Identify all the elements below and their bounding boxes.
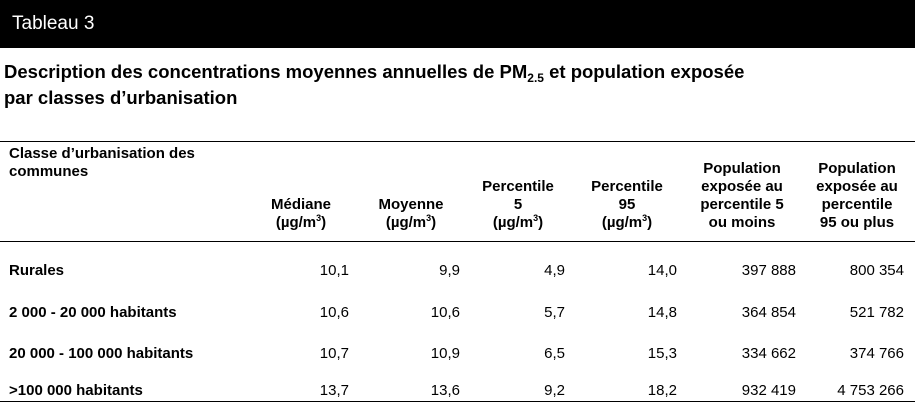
column-header-line: 5	[513, 196, 523, 213]
column-header-class-line2: communes	[9, 163, 89, 180]
column-header-unit	[463, 214, 573, 232]
column-header-line: Moyenne	[378, 196, 444, 213]
table-cell: 4 753 266	[837, 382, 904, 399]
column-header-line: Médiane	[270, 196, 331, 213]
table-cell: 10,6	[430, 304, 460, 321]
row-label: 2 000 - 20 000 habitants	[9, 304, 177, 321]
column-header-line: exposée au	[816, 178, 898, 195]
column-header-line: Percentile	[591, 178, 663, 195]
column-header-line: Population	[818, 160, 896, 177]
column-header-line: percentile 5	[700, 196, 784, 213]
unit-exponent: 3	[533, 213, 539, 223]
table-title	[4, 60, 884, 110]
unit-prefix: (µg/m	[385, 214, 427, 231]
table-cell: 18,2	[647, 382, 677, 399]
unit-prefix: (µg/m	[275, 214, 317, 231]
column-header-line: ou moins	[708, 214, 776, 231]
table-cell: 9,2	[544, 382, 565, 399]
column-header-line: exposée au	[701, 178, 783, 195]
column-header-unit	[356, 214, 466, 232]
column-header-2	[356, 196, 466, 232]
unit-prefix: (µg/m	[492, 214, 534, 231]
title-text-part2: et population exposée	[543, 61, 745, 82]
table-header-rule	[0, 241, 915, 242]
table-number-label: Tableau 3	[12, 13, 95, 34]
column-header-class	[9, 145, 239, 181]
row-label: 20 000 - 100 000 habitants	[9, 345, 194, 362]
unit-suffix: )	[647, 214, 653, 231]
table-cell: 14,8	[647, 304, 677, 321]
column-header-line: 95 ou plus	[819, 214, 895, 231]
column-header-unit	[572, 214, 682, 232]
unit-suffix: )	[538, 214, 544, 231]
table-cell: 397 888	[741, 262, 796, 279]
table-cell: 4,9	[544, 262, 565, 279]
table-cell: 13,7	[319, 382, 349, 399]
unit-exponent: 3	[642, 213, 648, 223]
title-text-part1: Description des concentrations moyennes annuelles de PM	[4, 61, 528, 82]
column-header-5	[680, 160, 805, 232]
column-header-line: Percentile	[482, 178, 554, 195]
table-cell: 10,1	[319, 262, 349, 279]
table-cell: 800 354	[849, 262, 904, 279]
column-header-class-line1: Classe d’urbanisation des	[9, 145, 195, 162]
table-cell: 932 419	[741, 382, 796, 399]
title-text-line2: par classes d’urbanisation	[4, 87, 238, 108]
column-header-line: Population	[703, 160, 781, 177]
table-top-rule	[0, 141, 915, 142]
column-header-1	[246, 196, 356, 232]
unit-prefix: (µg/m	[601, 214, 643, 231]
table-cell: 10,7	[319, 345, 349, 362]
unit-suffix: )	[321, 214, 327, 231]
column-header-unit	[246, 214, 356, 232]
table-cell: 374 766	[849, 345, 904, 362]
table-cell: 14,0	[647, 262, 677, 279]
table-cell: 10,9	[430, 345, 460, 362]
table-bottom-rule	[0, 401, 915, 402]
column-header-3	[463, 178, 573, 232]
column-header-line: 95	[618, 196, 636, 213]
table-cell: 9,9	[439, 262, 460, 279]
unit-exponent: 3	[426, 213, 432, 223]
table-cell: 13,6	[430, 382, 460, 399]
unit-suffix: )	[431, 214, 437, 231]
column-header-6	[802, 160, 912, 232]
unit-exponent: 3	[316, 213, 322, 223]
table-cell: 15,3	[647, 345, 677, 362]
table-cell: 364 854	[741, 304, 796, 321]
table-cell: 5,7	[544, 304, 565, 321]
title-subscript: 2.5	[527, 71, 544, 85]
table-cell: 521 782	[849, 304, 904, 321]
column-header-4	[572, 178, 682, 232]
table-cell: 334 662	[741, 345, 796, 362]
table-cell: 6,5	[544, 345, 565, 362]
table-cell: 10,6	[319, 304, 349, 321]
row-label: Rurales	[9, 262, 65, 279]
table-number-bar	[0, 0, 915, 48]
row-label: >100 000 habitants	[9, 382, 143, 399]
column-header-line: percentile	[821, 196, 893, 213]
